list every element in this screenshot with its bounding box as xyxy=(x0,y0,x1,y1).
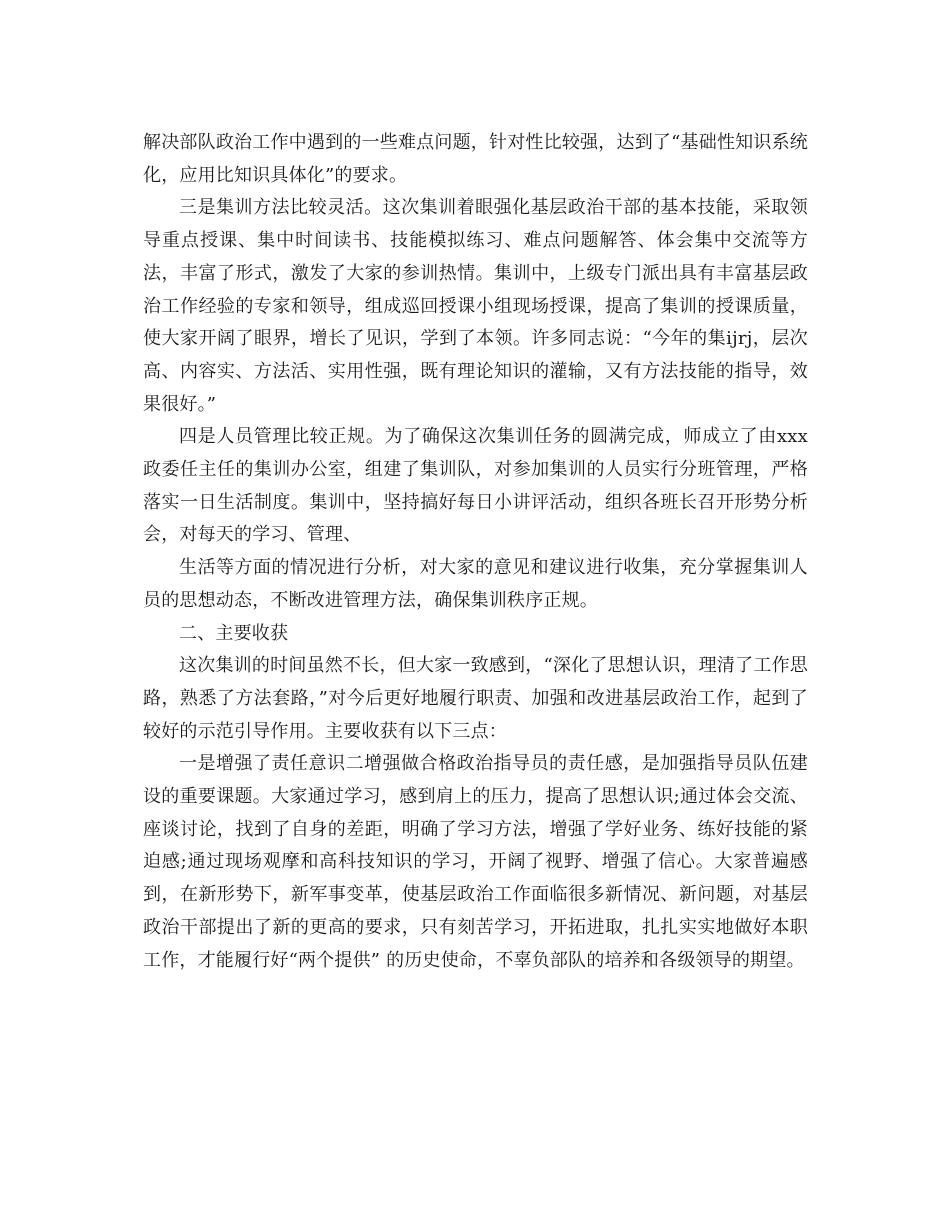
document-body xyxy=(143,127,808,977)
paragraph-responsibility: 一是增强了责任意识二增强做合格政治指导员的责任感，是加强指导员队伍建设的重要课题。大家通过学习，感到肩上的压力，提高了思想认识;通过体会交流、座谈讨论，找到了自身的差距，明确了学习方法，增强了学好业务、练好技能的紧迫感;通过现场观摩和高科技知识的学习，开阔了视野、增强了信心。大家普遍感到，在新形势下，新军事变革，使基层政治工作面临很多新情况、新问题，对基层政治干部提出了新的更高的要求，只有刻苦学习，开拓进取，扎扎实实地做好本职工作，才能履行好“两个提供” 的历史使命，不辜负部队的培养和各级领导的期望。 xyxy=(143,753,808,971)
paragraph-life-analysis: 生活等方面的情况进行分析，对大家的意见和建议进行收集，充分掌握集训人员的思想动态，不断改进管理方法，确保集训秩序正规。 xyxy=(143,557,808,611)
paragraph-continuation: 解决部队政治工作中遇到的一些难点问题，针对性比较强，达到了“基础性知识系统化，应用比知识具体化”的要求。 xyxy=(143,132,808,186)
paragraph-training-methods: 三是集训方法比较灵活。这次集训着眼强化基层政治干部的基本技能，采取领导重点授课、集中时间读书、技能模拟练习、难点问题解答、体会集中交流等方法，丰富了形式，激发了大家的参训热情。集训中，上级专门派出具有丰富基层政治工作经验的专家和领导，组成巡回授课小组现场授课，提高了集训的授课质量，使大家开阔了眼界，增长了见识，学到了本领。许多同志说：“今年的集ijrj，层次高、内容实、方法活、实用性强，既有理论知识的灌输，又有方法技能的指导，效果很好。” xyxy=(143,197,808,415)
section-heading-main-gains: 二、主要收获 xyxy=(179,622,289,644)
paragraph-gains-summary: 这次集训的时间虽然不长，但大家一致感到，“深化了思想认识，理清了工作思路，熟悉了方法套路，”对今后更好地履行职责、加强和改进基层政治工作，起到了较好的示范引导作用。主要收获有以下三点： xyxy=(143,655,808,742)
paragraph-personnel-management: 四是人员管理比较正规。为了确保这次集训任务的圆满完成，师成立了由xxx政委任主任的集训办公室，组建了集训队，对参加集训的人员实行分班管理，严格落实一日生活制度。集训中，坚持搞好每日小讲评活动，组织各班长召开形势分析会，对每天的学习、管理、 xyxy=(143,426,808,546)
